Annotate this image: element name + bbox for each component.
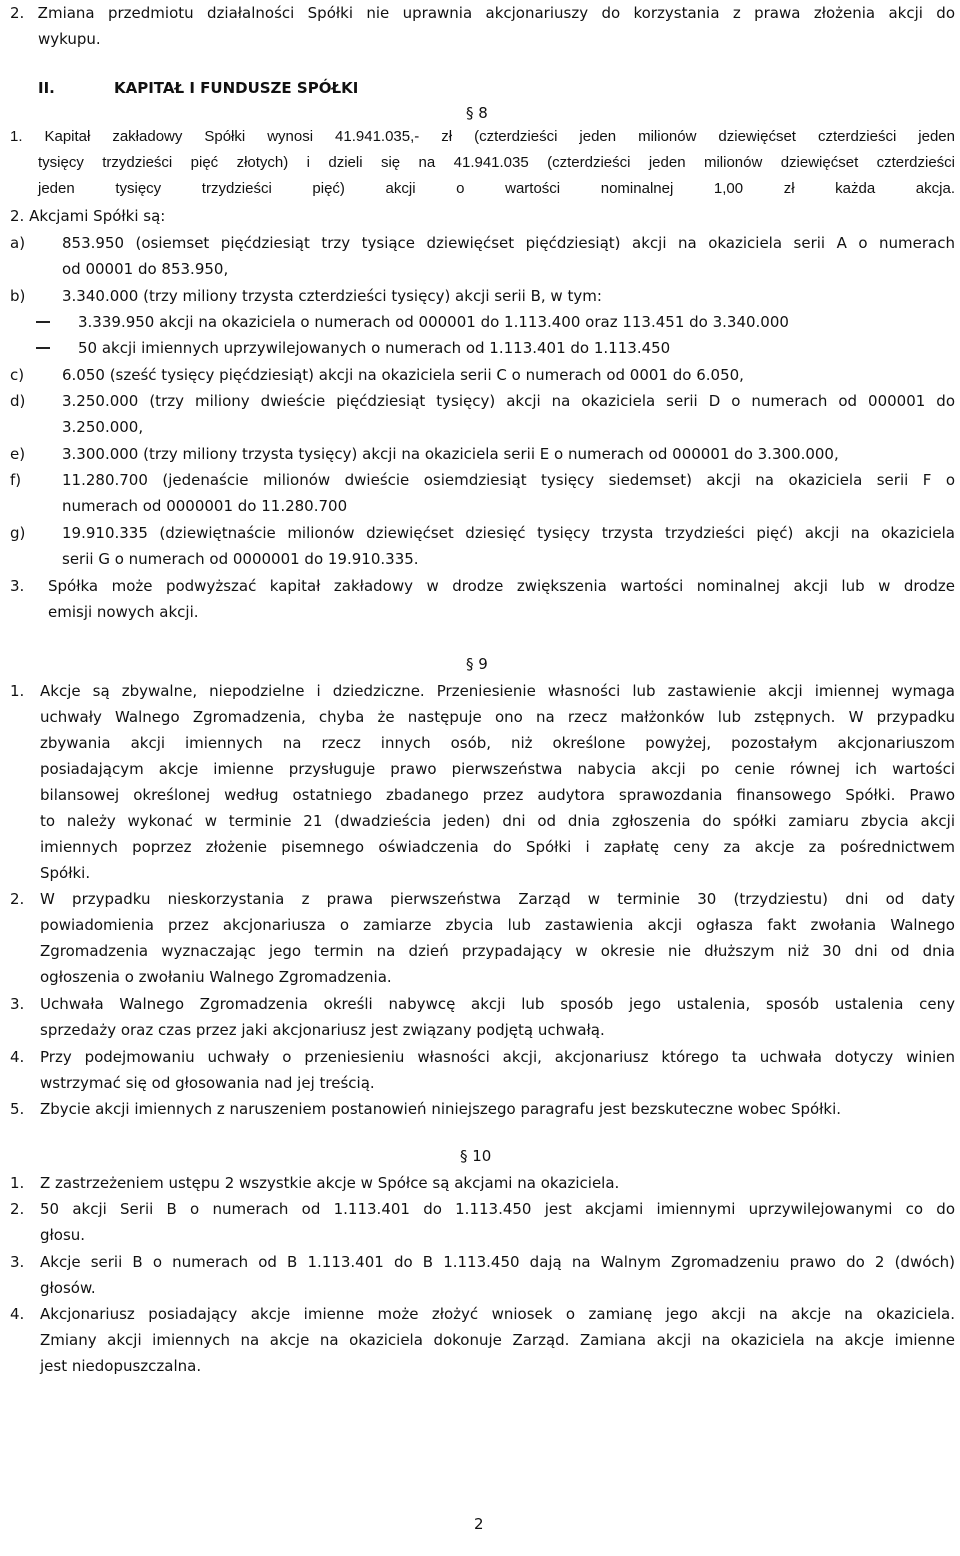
chapter-number: II. xyxy=(38,79,55,97)
s8-a-line-2: od 00001 do 853.950, xyxy=(62,260,229,278)
s9-p5-line: Zbycie akcji imiennych z naruszeniem postanowień niniejszego paragrafu jest bezskuteczne wobec Spółki. xyxy=(40,1100,842,1118)
s9-p3-num: 3. xyxy=(10,995,25,1013)
s8-g-line-1: 19.910.335 (dziewiętnaście milionów dziewięćset dziesięć tysięcy trzysta trzydzieści pięć) akcji na okaziciela xyxy=(62,524,955,542)
s9-p2-num: 2. xyxy=(10,890,25,908)
s9-p4-num: 4. xyxy=(10,1048,25,1066)
s9-p4-line: wstrzymać się od głosowania nad jej treścią. xyxy=(40,1074,375,1092)
s8-a-line-1: 853.950 (osiemset pięćdziesiąt trzy tysiące dziewięćset pięćdziesiąt) akcji na okaziciela serii A o numerach xyxy=(62,234,955,252)
s8-e-label: e) xyxy=(10,445,26,463)
s8-d-label: d) xyxy=(10,392,26,410)
s9-p3-line: Uchwała Walnego Zgromadzenia określi nabywcę akcji lub sposób jego ustalenia, sposób ustalenia ceny xyxy=(40,995,955,1013)
s8-p1-line-3: jeden tysięcy trzydzieści pięć) akcji o wartości nominalnej 1,00 zł każda akcja. xyxy=(38,180,955,197)
page-number: 2 xyxy=(474,1515,484,1533)
s8-f-label: f) xyxy=(10,471,22,489)
s9-p1-line: Spółki. xyxy=(40,864,91,882)
s10-p4-line: jest niedopuszczalna. xyxy=(40,1357,202,1375)
intro-line-2: wykupu. xyxy=(38,30,101,48)
s8-b-sub-2: 50 akcji imiennych uprzywilejowanych o numerach od 1.113.401 do 1.113.450 xyxy=(78,339,671,357)
section-8-sign: § 8 xyxy=(466,104,488,122)
s9-p1-line: Akcje są zbywalne, niepodzielne i dziedziczne. Przeniesienie własności lub zastawienie akcji imiennej wymaga xyxy=(40,682,955,700)
dash-icon xyxy=(36,321,50,323)
s9-p3-line: sprzedaży oraz czas przez jaki akcjonariusz jest związany podjętą uchwałą. xyxy=(40,1021,605,1039)
s9-p1-num: 1. xyxy=(10,682,25,700)
section-9-sign: § 9 xyxy=(466,655,488,673)
s10-p2-line: 50 akcji Serii B o numerach od 1.113.401 do 1.113.450 jest akcjami imiennymi uprzywilejowanymi co do xyxy=(40,1200,955,1218)
dash-icon xyxy=(36,347,50,349)
chapter-title: KAPITAŁ I FUNDUSZE SPÓŁKI xyxy=(114,79,359,97)
s8-b-label: b) xyxy=(10,287,26,305)
s8-d-line-2: 3.250.000, xyxy=(62,418,144,436)
s10-p4-line: Zmiany akcji imiennych na akcje na okaziciela dokonuje Zarząd. Zamiana akcji na okaziciela na akcje imienne xyxy=(40,1331,955,1349)
s10-p2-line: głosu. xyxy=(40,1226,86,1244)
s10-p1-num: 1. xyxy=(10,1174,25,1192)
s9-p2-line: powiadomienia przez akcjonariusza o zamiarze zbycia lub zastawienia akcji ogłasza fakt zwołania Walnego xyxy=(40,916,955,934)
s8-d-line-1: 3.250.000 (trzy miliony dwieście pięćdziesiąt tysięcy) akcji na okaziciela serii D o numerach od 000001 do xyxy=(62,392,955,410)
s10-p3-line: głosów. xyxy=(40,1279,96,1297)
s8-g-line-2: serii G o numerach od 0000001 do 19.910.335. xyxy=(62,550,419,568)
s8-g-label: g) xyxy=(10,524,26,542)
s8-p3-line-2: emisji nowych akcji. xyxy=(48,603,199,621)
s9-p1-line: imiennych poprzez złożenie pisemnego oświadczenia do Spółki i zapłatę ceny za akcje za pośrednictwem xyxy=(40,838,955,856)
s9-p1-line: bilansowej określonej według ostatniego zbadanego przez audytora sprawozdania finansowego Spółki. Prawo xyxy=(40,786,955,804)
s10-p1-line: Z zastrzeżeniem ustępu 2 wszystkie akcje w Spółce są akcjami na okaziciela. xyxy=(40,1174,620,1192)
s9-p4-line: Przy podejmowaniu uchwały o przeniesieniu własności akcji, akcjonariusz którego ta uchwała dotyczy winien xyxy=(40,1048,955,1066)
section-10-sign: § 10 xyxy=(460,1147,492,1165)
s9-p1-line: uchwały Walnego Zgromadzenia, chyba że następuje ono na rzecz małżonków lub zstępnych. W przypadku xyxy=(40,708,955,726)
intro-line-1: 2. Zmiana przedmiotu działalności Spółki nie uprawnia akcjonariuszy do korzystania z prawa złożenia akcji do xyxy=(10,4,955,22)
s10-p3-num: 3. xyxy=(10,1253,25,1271)
s8-p1-line-1: 1. Kapitał zakładowy Spółki wynosi 41.941.035,- zł (czterdzieści jeden milionów dziewięćset czterdzieści jeden xyxy=(10,128,955,145)
s8-p3-line-1: Spółka może podwyższać kapitał zakładowy w drodze zwiększenia wartości nominalnej akcji lub w drodze xyxy=(48,577,955,595)
s8-p2: 2. Akcjami Spółki są: xyxy=(10,207,166,225)
s10-p4-num: 4. xyxy=(10,1305,25,1323)
s8-e-line-1: 3.300.000 (trzy miliony trzysta tysięcy) akcji na okaziciela serii E o numerach od 000001 do 3.300.000, xyxy=(62,445,839,463)
s9-p1-line: zbywania akcji imiennych na rzecz innych osób, niż określone powyżej, pozostałym akcjonariuszom xyxy=(40,734,955,752)
s8-b-sub-1: 3.339.950 akcji na okaziciela o numerach od 000001 do 1.113.400 oraz 113.451 do 3.340.000 xyxy=(78,313,789,331)
s9-p2-line: Zgromadzenia wyznaczając jego termin na dzień przypadający w okresie nie dłuższym niż 30 dni od dnia xyxy=(40,942,955,960)
s9-p2-line: W przypadku nieskorzystania z prawa pierwszeństwa Zarząd w terminie 30 (trzydziestu) dni od daty xyxy=(40,890,955,908)
s8-p3-num: 3. xyxy=(10,577,25,595)
s8-c-label: c) xyxy=(10,366,25,384)
s9-p5-num: 5. xyxy=(10,1100,25,1118)
s9-p1-line: posiadającym akcje imienne przysługuje prawo pierwszeństwa nabycia akcji po cenie równej ich wartości xyxy=(40,760,955,778)
s10-p3-line: Akcje serii B o numerach od B 1.113.401 do B 1.113.450 dają na Walnym Zgromadzeniu prawo do 2 (dwóch) xyxy=(40,1253,955,1271)
s10-p2-num: 2. xyxy=(10,1200,25,1218)
s8-b-line-1: 3.340.000 (trzy miliony trzysta czterdzieści tysięcy) akcji serii B, w tym: xyxy=(62,287,602,305)
s10-p4-line: Akcjonariusz posiadający akcje imienne może złożyć wniosek o zamianę jego akcji na akcje na okaziciela. xyxy=(40,1305,955,1323)
s8-f-line-1: 11.280.700 (jedenaście milionów dwieście osiemdziesiąt tysięcy siedemset) akcji na okaziciela serii F o xyxy=(62,471,955,489)
s8-p1-line-2: tysięcy trzydzieści pięć złotych) i dzieli się na 41.941.035 (czterdzieści jeden milionów dziewięćset czterdzieści xyxy=(38,154,955,171)
s8-a-label: a) xyxy=(10,234,26,252)
s9-p2-line: ogłoszenia o zwołaniu Walnego Zgromadzenia. xyxy=(40,968,392,986)
s8-f-line-2: numerach od 0000001 do 11.280.700 xyxy=(62,497,348,515)
s9-p1-line: to należy wykonać w terminie 21 (dwadzieścia jeden) dni od dnia zgłoszenia do spółki zamiaru zbycia akcji xyxy=(40,812,955,830)
s8-c-line-1: 6.050 (sześć tysięcy pięćdziesiąt) akcji na okaziciela serii C o numerach od 0001 do 6.050, xyxy=(62,366,744,384)
